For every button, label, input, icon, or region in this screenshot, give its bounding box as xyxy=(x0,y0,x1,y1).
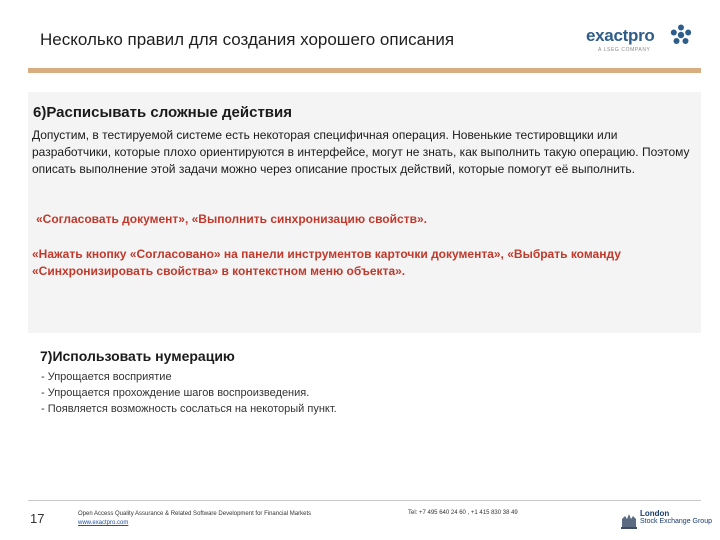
benefit-list xyxy=(41,369,337,417)
section-heading-7: 7)Использовать нумерацию xyxy=(40,348,235,364)
accent-divider xyxy=(28,68,701,73)
list-item: - Упрощается прохождение шагов воспроизведения. xyxy=(41,387,310,399)
slide-title: Несколько правил для создания хорошего описания xyxy=(40,30,455,49)
lse-logo-text xyxy=(640,510,712,526)
list-item: - Упрощается восприятие xyxy=(41,371,172,383)
logo-tagline: A LSEG COMPANY xyxy=(598,47,651,53)
footer-company xyxy=(78,510,311,528)
example-bad: «Согласовать документ», «Выполнить синхронизацию свойств». xyxy=(36,212,427,226)
lse-line-2: Stock Exchange Group xyxy=(640,518,712,525)
footer-company-line: Open Access Quality Assurance & Related Software Development for Financial Markets xyxy=(78,511,312,517)
footer-url-link[interactable]: www.exactpro.com xyxy=(78,520,129,526)
lse-line-1: London xyxy=(640,509,670,518)
section-heading-6: 6)Расписывать сложные действия xyxy=(33,104,292,121)
exactpro-logo xyxy=(586,22,696,54)
exactpro-swirl-icon xyxy=(670,24,692,46)
logo-wordmark: exactpro xyxy=(586,26,655,45)
footer-phones: Tel: +7 495 640 24 60 , +1 415 830 38 49 xyxy=(408,510,518,516)
page-number: 17 xyxy=(30,511,45,526)
list-item: - Появляется возможность сослаться на некоторый пункт. xyxy=(41,403,337,415)
lse-crest-icon xyxy=(619,512,639,530)
footer-divider xyxy=(28,500,701,501)
section-paragraph: Допустим, в тестируемой системе есть некоторая специфичная операция. Новенькие тестировщики или разработчики, которые плохо ориентируются в интерфейсе, могут не знать, как выполнить такую операцию. Поэтому описать выполнение этой задачи можно через описание простых действий, которые помогут её выполнить. xyxy=(32,128,690,176)
example-good: «Нажать кнопку «Согласовано» на панели инструментов карточки документа», «Выбрать команду «Синхронизировать свойства» в контекстном меню объекта». xyxy=(32,247,621,278)
